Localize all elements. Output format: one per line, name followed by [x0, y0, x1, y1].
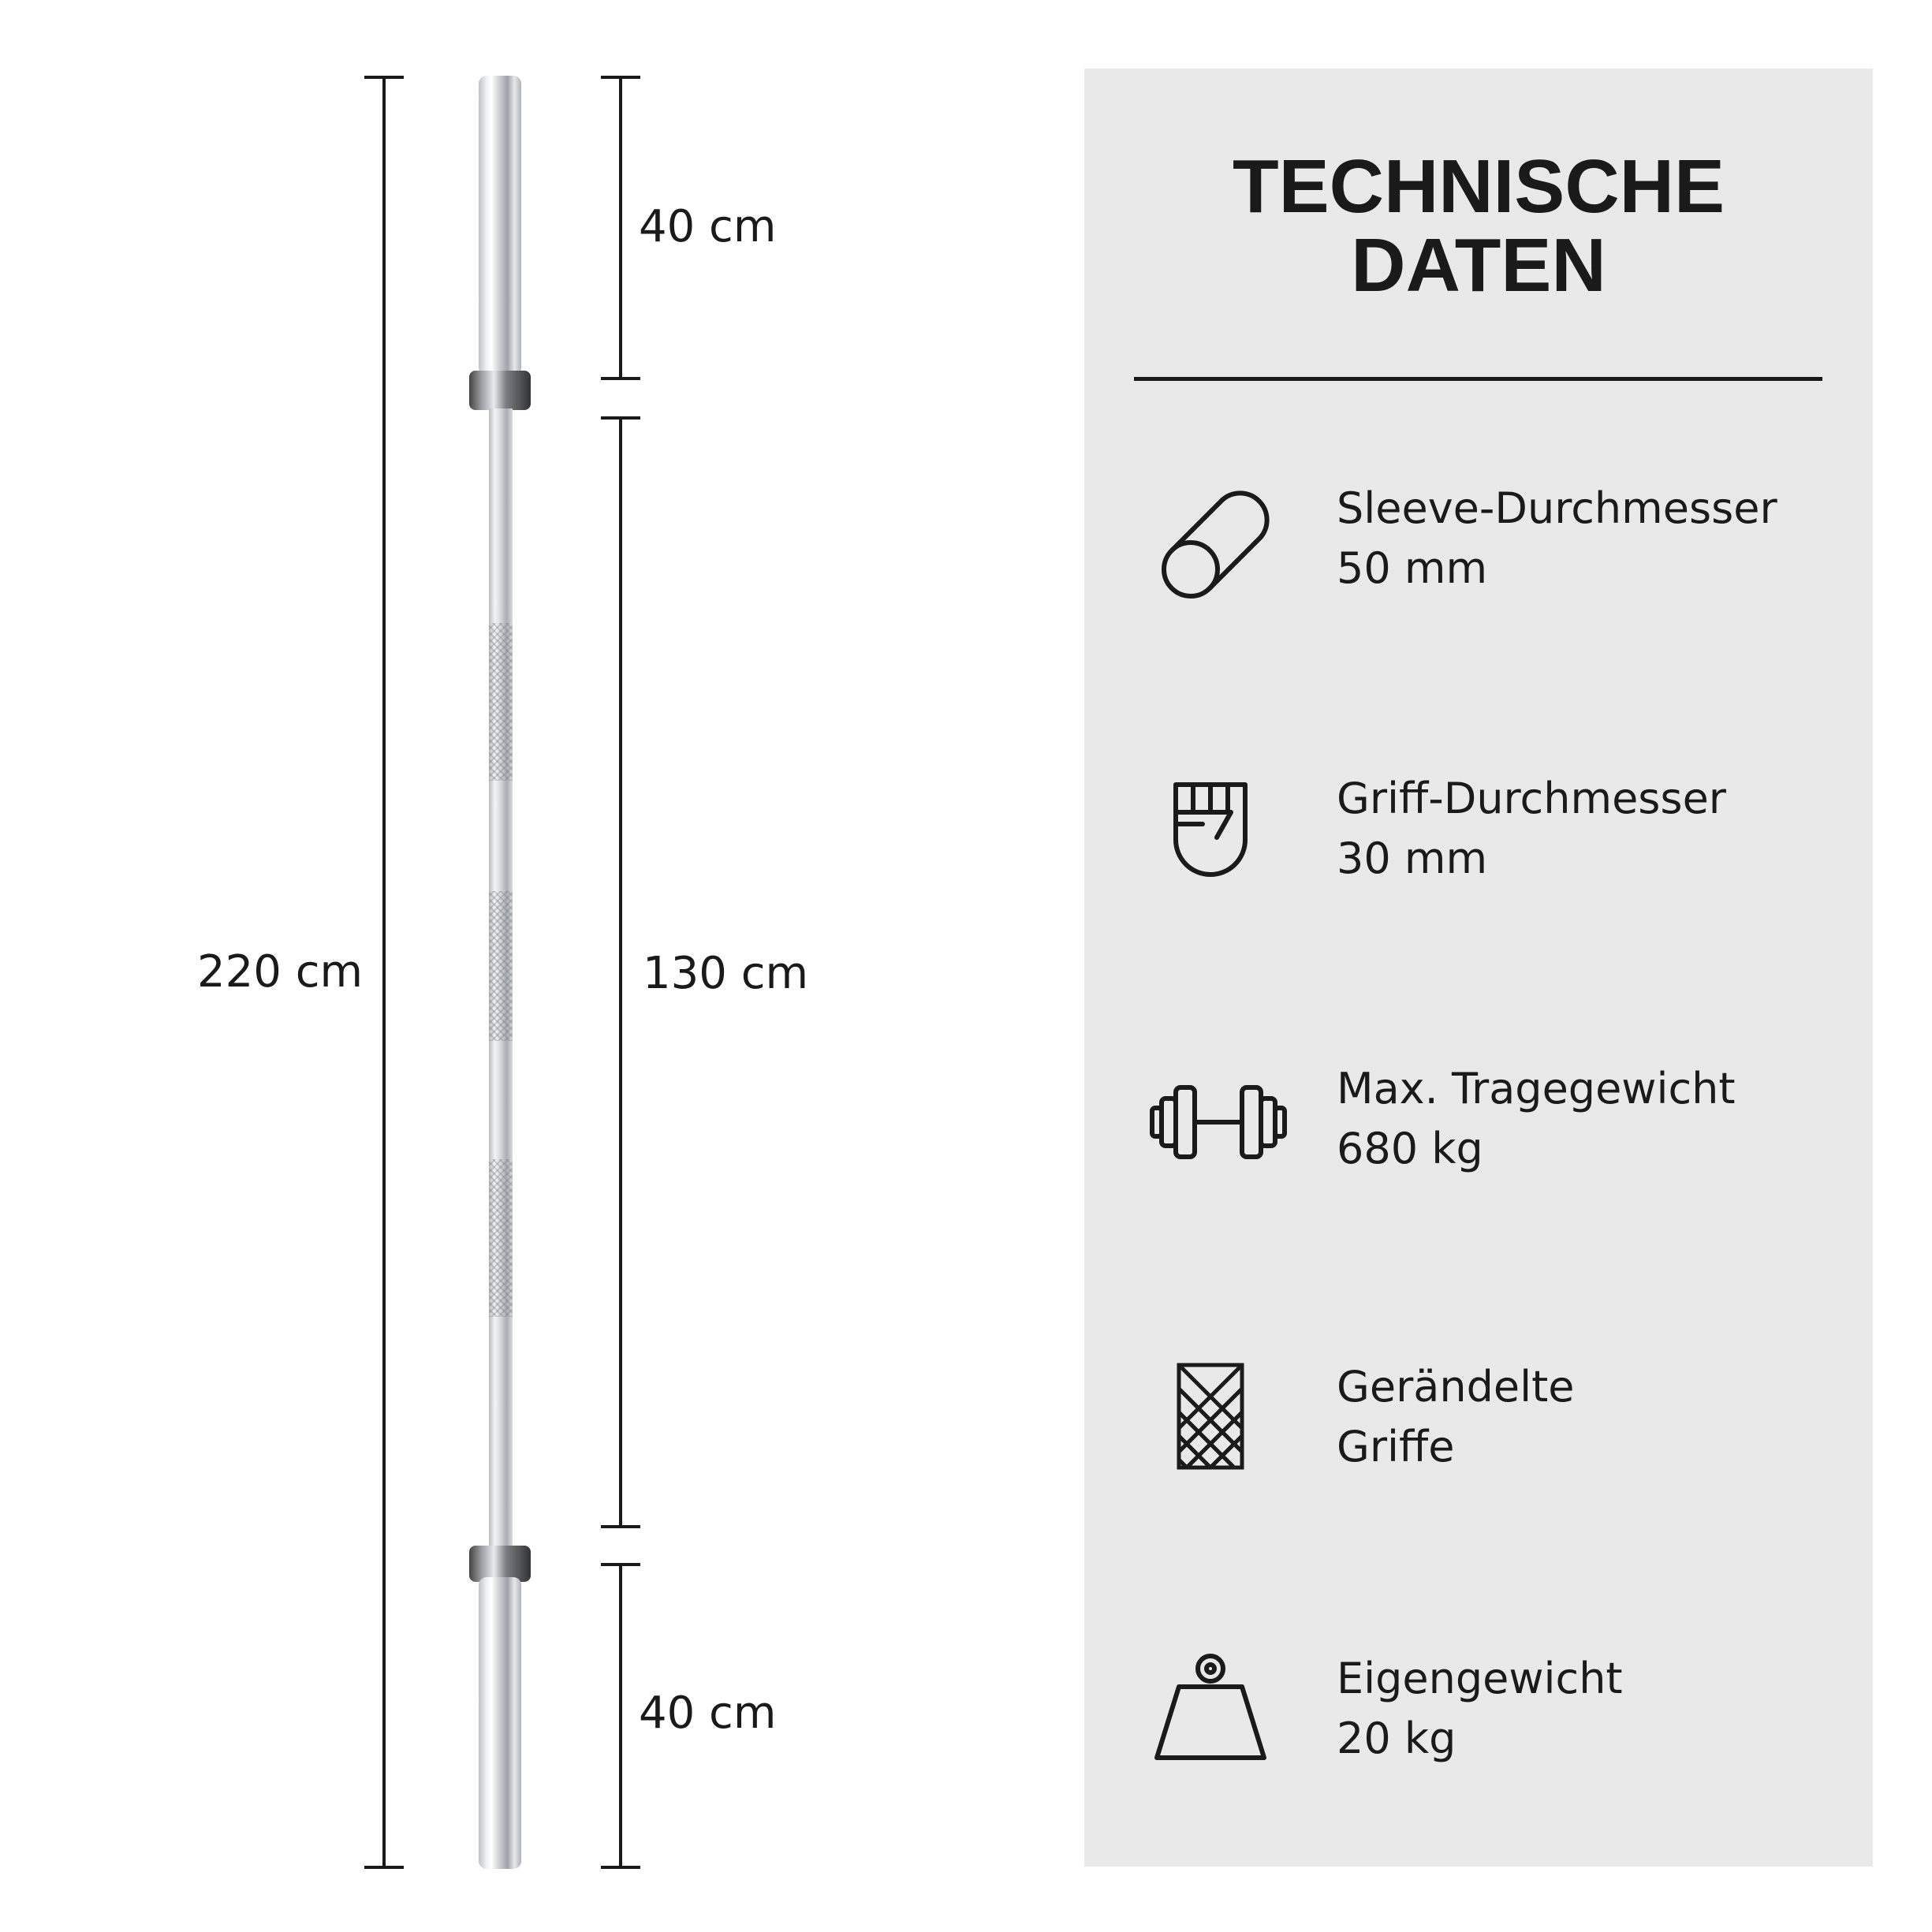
panel-title-line2: DATEN: [1351, 223, 1606, 308]
barbell-sleeve-bottom: [479, 1577, 521, 1869]
dimension-line-sleeve-bottom: [619, 1563, 622, 1869]
total-length-label: 220 cm: [197, 946, 364, 998]
barbell-collar-top: [469, 371, 531, 410]
spec-value: 30 mm: [1337, 834, 1488, 883]
fist-icon: [1147, 769, 1274, 895]
dimension-line-sleeve-top: [619, 76, 622, 380]
barbell-sleeve-top: [479, 76, 521, 375]
spec-label: Max. Tragegewicht: [1337, 1064, 1736, 1113]
spec-text: [1337, 1649, 1623, 1769]
dimension-cap: [601, 1866, 640, 1869]
spec-label: Gerändelte: [1337, 1362, 1575, 1412]
panel-title: [1084, 144, 1873, 308]
cylinder-icon: [1147, 487, 1274, 613]
dumbbell-icon: [1147, 1059, 1274, 1185]
spec-text: [1337, 1059, 1736, 1179]
spec-knurled-grips: [1084, 1357, 1873, 1515]
sleeve-bottom-length-label: 40 cm: [639, 1688, 777, 1739]
weight-icon: [1147, 1649, 1274, 1775]
panel-title-line1: TECHNISCHE: [1232, 144, 1725, 229]
spec-max-load: [1084, 1059, 1873, 1217]
spec-sleeve-diameter: [1084, 479, 1873, 636]
spec-grip-diameter: [1084, 769, 1873, 927]
technical-data-panel: [1084, 69, 1873, 1867]
barbell-knurling-upper: [489, 623, 513, 781]
dimension-cap-bottom: [364, 1866, 404, 1869]
spec-label: Eigengewicht: [1337, 1654, 1623, 1703]
spec-label: Sleeve-Durchmesser: [1337, 483, 1777, 533]
barbell-knurling-lower: [489, 1159, 513, 1317]
barbell-knurling-center: [489, 891, 513, 1041]
dimension-cap: [601, 377, 640, 380]
knurling-icon: [1147, 1357, 1274, 1483]
spec-value: Griffe: [1337, 1422, 1455, 1471]
spec-value: 20 kg: [1337, 1714, 1456, 1763]
spec-label: Griff-Durchmesser: [1337, 774, 1726, 823]
spec-text: [1337, 479, 1777, 599]
title-divider: [1134, 377, 1822, 381]
spec-own-weight: [1084, 1649, 1873, 1807]
grip-length-label: 130 cm: [643, 948, 809, 999]
spec-value: 680 kg: [1337, 1124, 1483, 1173]
spec-text: [1337, 769, 1726, 889]
dimension-line-total: [382, 76, 386, 1869]
dimension-line-grip: [619, 416, 622, 1528]
sleeve-top-length-label: 40 cm: [639, 201, 777, 252]
spec-text: [1337, 1357, 1574, 1477]
dimension-cap: [601, 1525, 640, 1528]
spec-value: 50 mm: [1337, 543, 1488, 593]
